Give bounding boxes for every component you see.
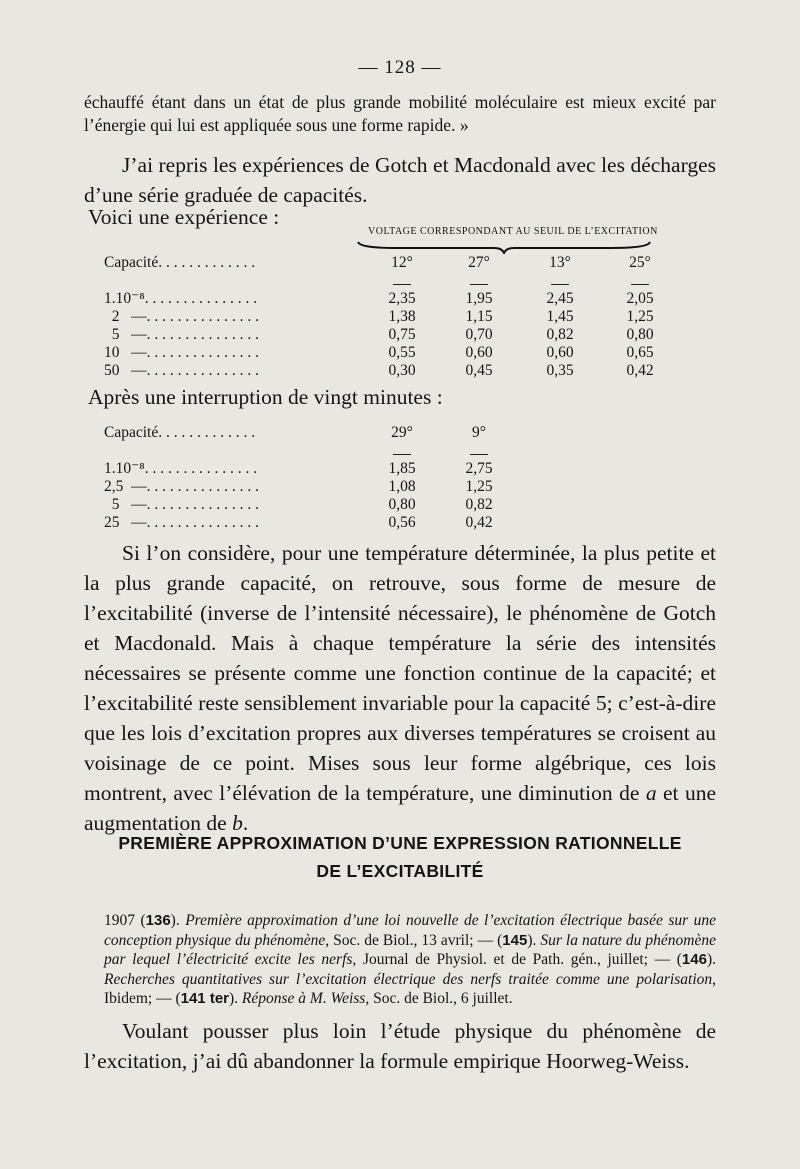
row-label: 50 <box>104 362 120 379</box>
voici-line: Voici une expérience : <box>88 205 280 229</box>
cell: 1,85 <box>388 460 416 477</box>
dash-row <box>104 272 680 290</box>
table-capacite-1 <box>104 254 680 380</box>
paragraph-voulant: Voulant pousser plus loin l’étude physique du phénomène de l’excitation, j’ai dû abandonner la formule empirique Hoorweg-Weiss. <box>84 1019 716 1073</box>
dash-mark <box>393 284 411 285</box>
table-row: 50 —. . . . . . . . . . . . . . . 0,30 0,45 0,35 0,42 <box>104 362 680 380</box>
cell: 0,60 <box>465 344 493 361</box>
cell: 0,82 <box>465 496 493 513</box>
intro-fragment: échauffé étant dans un état de plus grande mobilité moléculaire est mieux excité par l’énergie qui lui est appliquée sous une forme rapide. » <box>84 92 716 135</box>
dash-mark <box>470 284 488 285</box>
column-header: 25° <box>629 254 651 271</box>
dash-mark <box>551 284 569 285</box>
ref-title: Réponse à M. Weiss <box>241 990 366 1007</box>
table-header-label: Capacité. . . . . . . . . . . . . <box>104 424 256 441</box>
cell: 0,80 <box>626 326 654 343</box>
ref-number: 136 <box>145 912 171 929</box>
table-row: 2,5 —. . . . . . . . . . . . . . . 1,08 1,25 <box>104 478 520 496</box>
table-capacite-2 <box>104 424 520 532</box>
column-group-header: VOLTAGE CORRESPONDANT AU SEUIL DE L’EXCITATION <box>368 226 658 237</box>
row-label: 2,5 <box>104 478 124 495</box>
dash-row <box>104 442 520 460</box>
cell: 0,35 <box>546 362 574 379</box>
dash-mark <box>631 284 649 285</box>
cell: 2,05 <box>626 290 654 307</box>
cell: 1,38 <box>388 308 416 325</box>
row-label: 25 <box>104 514 120 531</box>
cell: 0,60 <box>546 344 574 361</box>
column-header: 12° <box>391 254 413 271</box>
paragraph-si: Si l’on considère, pour une température déterminée, la plus petite et la plus grande capacité, on retrouve, sous forme de mesure de l’excitabilité (inverse de l’intensité nécessaire), le phénomène de Gotch et Macdonald. Mais à chaque température la série des intensités nécessaires se présente comme une fonction continue de la capacité; et l’excitabilité reste sensiblement invariable pour la capacité 5; c’est-à-dire que les lois d’excitation propres aux diverses températures se croisent au voisinage de ce point. Mises sous leur forme algébrique, ces lois montrent, avec l’élévation de la température, une diminution de a et une augmentation de b. <box>84 541 716 835</box>
column-header: 27° <box>468 254 490 271</box>
section-heading-line1: PREMIÈRE APPROXIMATION D’UNE EXPRESSION RATIONNELLE <box>118 833 682 853</box>
ref-title: Première approximation d’une loi nouvelle de l’excitation électrique basée sur une conception physique du phénomène <box>104 912 716 949</box>
cell: 0,75 <box>388 326 416 343</box>
cell: 1,15 <box>465 308 493 325</box>
cell: 0,55 <box>388 344 416 361</box>
column-header: 29° <box>391 424 413 441</box>
cell: 0,65 <box>626 344 654 361</box>
ref-number: 146 <box>681 951 707 968</box>
cell: 1,45 <box>546 308 574 325</box>
page-number: — 128 — <box>358 57 442 78</box>
cell: 2,45 <box>546 290 574 307</box>
row-label: 5 <box>111 326 120 343</box>
cell: 0,80 <box>388 496 416 513</box>
cell: 2,35 <box>388 290 416 307</box>
row-label: 1.10⁻⁸ <box>104 290 145 307</box>
table-row: 5 —. . . . . . . . . . . . . . . 0,75 0,70 0,82 0,80 <box>104 326 680 344</box>
apres-line: Après une interruption de vingt minutes : <box>88 385 443 409</box>
variable-b: b <box>232 811 243 835</box>
cell: 1,25 <box>465 478 493 495</box>
dash-mark <box>470 454 488 455</box>
variable-a: a <box>645 781 657 805</box>
cell: 0,82 <box>546 326 574 343</box>
row-label: 1.10⁻⁸ <box>104 460 145 477</box>
cell: 1,08 <box>388 478 416 495</box>
section-heading-line2: DE L’EXCITABILITÉ <box>316 861 484 881</box>
table-header-label: Capacité. . . . . . . . . . . . . <box>104 254 256 271</box>
table-row: 5 —. . . . . . . . . . . . . . . 0,80 0,82 <box>104 496 520 514</box>
paragraph-repris: J’ai repris les expériences de Gotch et Macdonald avec les décharges d’une série graduée de capacités. <box>84 153 716 207</box>
cell: 0,70 <box>465 326 493 343</box>
cell: 2,75 <box>465 460 493 477</box>
row-label: 5 <box>111 496 120 513</box>
cell: 0,56 <box>388 514 416 531</box>
cell: 0,30 <box>388 362 416 379</box>
table-row: 1.10⁻⁸. . . . . . . . . . . . . . . 1,85 2,75 <box>104 460 520 478</box>
row-label: 10 <box>104 344 120 361</box>
column-header: 13° <box>549 254 571 271</box>
dash-mark <box>393 454 411 455</box>
cell: 0,42 <box>626 362 654 379</box>
table-row: 2 —. . . . . . . . . . . . . . . 1,38 1,15 1,45 1,25 <box>104 308 680 326</box>
cell: 1,25 <box>626 308 654 325</box>
table-header-row <box>104 254 680 272</box>
ref-title: Recherches quantitatives sur l’excitation électrique des nerfs traitée comme une polarisation <box>104 970 713 988</box>
row-label: 2 <box>111 308 120 325</box>
table-header-row <box>104 424 520 442</box>
table-row: 25 —. . . . . . . . . . . . . . . 0,56 0,42 <box>104 514 520 532</box>
ref-number: 145 <box>502 931 528 949</box>
cell: 0,42 <box>465 514 493 531</box>
header-brace <box>356 240 652 254</box>
ref-title: Sur la nature du phénomène par lequel l’électricité excite les nerfs <box>104 931 717 968</box>
ref-number: 141 ter <box>180 990 229 1007</box>
references: 1907 (136). Première approximation d’une loi nouvelle de l’excitation électrique basée sur une conception physique du phénomène, Soc. de Biol., 13 avril; — (145). Sur la nature du phénomène par lequel l’électricité excite les nerfs, Journal de Physiol. et de Path. gén., juillet; — (146). Recherches quantitatives sur l’excitation électrique des nerfs traitée comme une polarisation, Ibidem; — (141 ter). Réponse à M. Weiss, Soc. de Biol., 6 juillet. <box>104 912 717 1007</box>
column-header: 9° <box>472 424 486 441</box>
cell: 1,95 <box>465 290 493 307</box>
table-row: 10 —. . . . . . . . . . . . . . . 0,55 0,60 0,60 0,65 <box>104 344 680 362</box>
cell: 0,45 <box>465 362 493 379</box>
table-row: 1.10⁻⁸. . . . . . . . . . . . . . . 2,35 1,95 2,45 2,05 <box>104 290 680 308</box>
